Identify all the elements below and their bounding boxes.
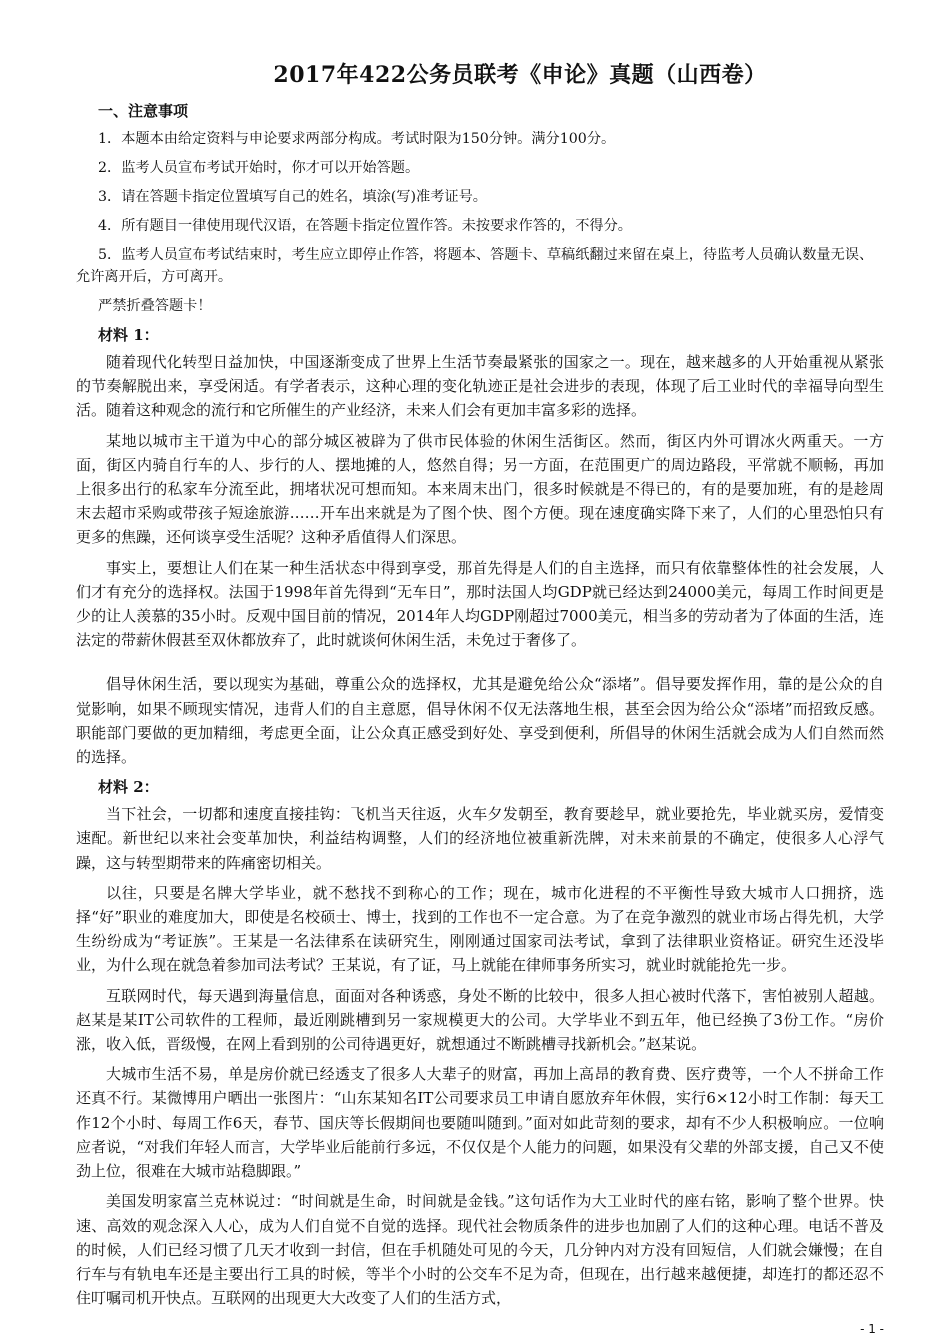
material-2-paragraph: 互联网时代，每天遇到海量信息，面面对各种诱惑，身处不断的比较中，很多人担心被时代落下，害怕被别人超越。赵某是某IT公司软件的工程师，最近刚跳槽到另一家规模更大的公司。大学毕业不到五年，他已经换了3份工作。“房价涨，收入低，晋级慢，在网上看到别的公司待遇更好，就想通过不断跳槽寻找新机会。”赵某说。	[76, 986, 884, 1054]
notice-item: 4．所有题目一律使用现代汉语，在答题卡指定位置作答。未按要求作答的，不得分。	[98, 218, 632, 234]
material-1-paragraph: 倡导休闲生活，要以现实为基础，尊重公众的选择权，尤其是避免给公众“添堵”。倡导要发挥作用，靠的是公众的自觉影响，如果不顾现实情况，违背人们的自主意愿，倡导休闲不仅无法落地生根，甚至会因为给公众“添堵”而招致反感。职能部门要做的更加精细，考虑更全面，让公众真正感受到好处、享受到便利，所倡导的休闲生活就会成为人们自然而然的选择。	[76, 675, 884, 767]
spacer	[76, 658, 884, 672]
notice-item: 2．监考人员宣布考试开始时，你才可以开始答题。	[98, 160, 420, 176]
page-number: - 1 -	[860, 1322, 884, 1336]
material-1-label: 材料 1：	[98, 326, 159, 344]
material-2-paragraph: 当下社会，一切都和速度直接挂钩：飞机当天往返，火车夕发朝至，教育要趁早，就业要抢先，毕业就买房，爱情变速配。新世纪以来社会变革加快，利益结构调整，人们的经济地位被重新洗牌，对未来前景的不确定，使很多人心浮气躁，这与转型期带来的阵痛密切相关。	[76, 805, 884, 872]
notice-item: 3．请在答题卡指定位置填写自己的姓名，填涂(写)准考证号。	[98, 189, 487, 205]
page-title: 2017年422公务员联考《申论》真题（山西卷）	[273, 62, 767, 88]
notice-heading: 一、注意事项	[98, 102, 189, 120]
material-1-paragraph: 某地以城市主干道为中心的部分城区被辟为了供市民体验的休闲生活街区。然而，街区内外可谓冰火两重天。一方面，街区内骑自行车的人、步行的人、摆地摊的人，悠然自得；另一方面，在范围更广的周边路段，平常就不顺畅，再加上很多出行的私家车分流至此，拥堵状况可想而知。本来周末出门，很多时候就是不得已的，有的是要加班，有的是趁周末去超市采购或带孩子短途旅游……开车出来就是为了图个快、图个方便。现在速度确实降下来了，人们的心里恐怕只有更多的焦躁，还何谈享受生活呢？这种矛盾值得人们深思。	[76, 431, 884, 547]
material-1-paragraph: 随着现代化转型日益加快，中国逐渐变成了世界上生活节奏最紧张的国家之一。现在，越来越多的人开始重视从紧张的节奏解脱出来，享受闲适。有学者表示，这种心理的变化轨迹正是社会进步的表现，体现了后工业时代的幸福导向型生活。随着这种观念的流行和它所催生的产业经济，未来人们会有更加丰富多彩的选择。	[76, 353, 884, 420]
material-2-paragraph: 以往，只要是名牌大学毕业，就不愁找不到称心的工作；现在，城市化进程的不平衡性导致大城市人口拥挤，选择“好”职业的难度加大，即使是名校硕士、博士，找到的工作也不一定合意。为了在竞争激烈的就业市场占得先机，大学生纷纷成为“考证族”。王某是一名法律系在读研究生，刚刚通过国家司法考试，拿到了法律职业资格证。研究生还没毕业，为什么现在就急着参加司法考试？王某说，有了证，马上就能在律师事务所实习，就业时就能抢先一步。	[76, 883, 884, 975]
notice-item: 1．本题本由给定资料与申论要求两部分构成。考试时限为150分钟。满分100分。	[98, 131, 616, 147]
material-1-paragraph: 事实上，要想让人们在某一种生活状态中得到享受，那首先得是人们的自主选择，而只有依靠整体性的社会发展，人们才有充分的选择权。法国于1998年首先得到“无车日”，那时法国人均GDP就已经达到24000美元，每周工作时间更是少的让人羡慕的35小时。反观中国目前的情况，2014年人均GDP刚超过7000美元，相当多的劳动者为了体面的生活，连法定的带薪休假甚至双休都放弃了，此时就谈何休闲生活，未免过于奢侈了。	[76, 558, 884, 650]
material-2-paragraph: 大城市生活不易，单是房价就已经透支了很多人大辈子的财富，再加上高昂的教育费、医疗费等，一个人不拼命工作还真不行。某微博用户晒出一张图片：“山东某知名IT公司要求员工申请自愿放弃年休假，实行6×12小时工作制：每天工作12个小时、每周工作6天，春节、国庆等长假期间也要随叫随到。”面对如此苛刻的要求，却有不少人积极响应。一位响应者说，“对我们年轻人而言，大学毕业后能前行多远，不仅仅是个人能力的问题，如果没有父辈的外部支援，自己又不使劲上位，很难在大城市站稳脚跟。”	[76, 1065, 884, 1181]
warning-text: 严禁折叠答题卡！	[98, 298, 212, 314]
material-2-paragraph: 美国发明家富兰克林说过：“时间就是生命，时间就是金钱。”这句话作为大工业时代的座右铭，影响了整个世界。快速、高效的观念深入人心，成为人们自觉不自觉的选择。现代社会物质条件的进步也加剧了人们的这种心理。电话不普及的时候，人们已经习惯了几天才收到一封信，但在手机随处可见的今天，几分钟内对方没有回短信，人们就会嫌慢；在自行车与有轨电车还是主要出行工具的时候，等半个小时的公交车不足为奇，但现在，出行越来越便捷，却连打的都还忍不住叮嘱司机开快点。互联网的出现更大大改变了人们的生活方式，	[76, 1192, 884, 1308]
document-body	[76, 98, 884, 1316]
material-2-label: 材料 2：	[98, 778, 159, 797]
notice-item: 5．监考人员宣布考试结束时，考生应立即停止作答，将题本、答题卡、草稿纸翻过来留在桌上，待监考人员确认数量无误、允许离开后，方可离开。	[76, 247, 874, 285]
